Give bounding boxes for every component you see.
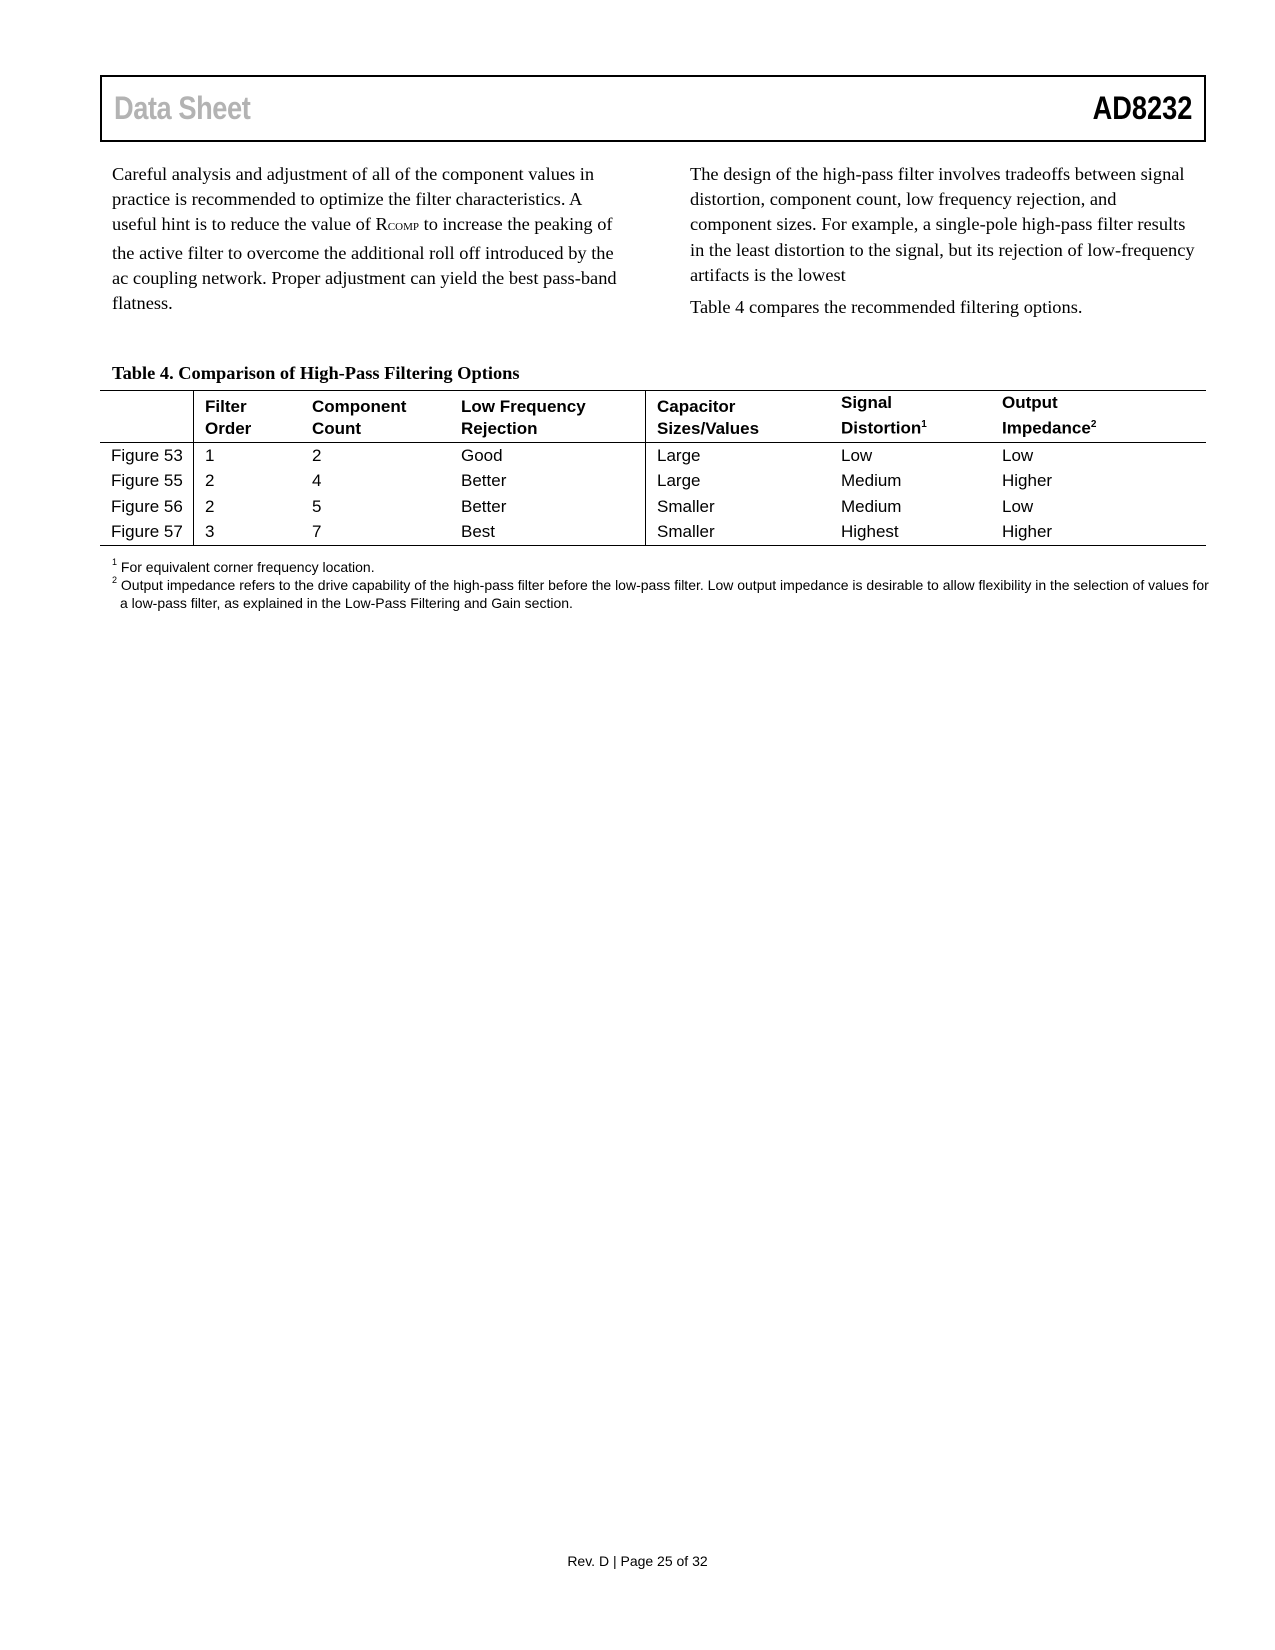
table-row [100, 519, 1206, 545]
table-header-row [100, 391, 1206, 443]
page-header [100, 75, 1206, 142]
table-cell: 3 [194, 519, 302, 545]
table-row [100, 442, 1206, 468]
table-cell: Better [461, 471, 507, 491]
table-cell: Higher [991, 519, 1206, 545]
table-cell: Large [646, 442, 831, 468]
left-text-b: to increase the peaking of the active filter to overcome the additional roll off introduced by the ac coupling network. Proper adjustment can yield the best pass-band flatness. [112, 214, 617, 314]
table-cell: Good [461, 445, 503, 465]
table-cell: 4 [312, 471, 322, 491]
header-capacitor-sizes: Capacitor Sizes/Values [646, 391, 831, 443]
filter-options-table [100, 390, 1206, 546]
header-output-impedance: Output Impedance$^2$ [991, 391, 1206, 443]
table-cell: Low [1002, 496, 1034, 516]
table-cell: Higher [1002, 471, 1053, 491]
table-cell: Low [1002, 445, 1034, 465]
table-cell: Figure 56 [111, 496, 183, 516]
table-cell: 2 [194, 494, 302, 520]
table-cell: Highest [830, 519, 991, 545]
table-cell: Medium [841, 471, 902, 491]
left-column [112, 162, 617, 323]
right-column [690, 162, 1200, 327]
table-cell: 1 [194, 442, 302, 468]
table-cell: Large [646, 468, 831, 494]
table-cell: Smaller [646, 519, 831, 545]
page-footer: Rev. D | Page 25 of 32 [567, 1553, 708, 1569]
table-cell: 2 [194, 468, 302, 494]
footnote-2: $^2$ Output impedance refers to the drive capability of the high-pass filter before the low-pass filter. Low output impedance is desirable to allow flexibility in the selection of values for a low-pass filter, as explained in the Low-Pass Filtering and Gain section. [112, 575, 1209, 611]
table-cell: Figure 57 [100, 519, 194, 545]
header-doc-type: Data Sheet [114, 90, 251, 126]
table-cell: Figure 53 [111, 445, 183, 465]
rcomp-subscript: COMP [387, 221, 419, 234]
table-cell: 5 [312, 496, 322, 516]
header-part-number: AD8232 [1092, 90, 1192, 126]
left-text-a: Careful analysis and adjustment of all of the component values in practice is recommended to optimize the filter characteristics. A useful hint is to reduce the value of R [112, 164, 595, 235]
header-low-frequency-rejection: Low Frequency Rejection [450, 391, 646, 443]
table-row [100, 468, 1206, 494]
right-paragraph-2: Table 4 compares the recommended filtering options. [690, 297, 1083, 318]
left-paragraph [112, 162, 617, 316]
table-cell: Better [461, 496, 507, 516]
table-cell: 7 [301, 519, 450, 545]
table-cell: Figure 55 [111, 471, 183, 491]
right-paragraph-1: The design of the high-pass filter involves tradeoffs between signal distortion, component count, low frequency rejection, and component sizes. For example, a single-pole high-pass filter results in the least distortion to the signal, but its rejection of low-frequency artifacts is the lowest [690, 164, 1195, 285]
table-cell: 2 [312, 445, 322, 465]
table-cell: Smaller [646, 494, 831, 520]
table-cell: Best [450, 519, 646, 545]
header-component-count: Component Count [301, 391, 450, 443]
table-cell: Medium [841, 496, 902, 516]
header-cell-blank [100, 391, 194, 443]
table-cell: Low [841, 445, 873, 465]
header-signal-distortion: Signal Distortion$^1$ [830, 391, 991, 443]
footnote-1: $^1$ For equivalent corner frequency location. [112, 557, 375, 575]
table-title: Table 4. Comparison of High-Pass Filtering Options [112, 363, 520, 383]
table-row [100, 494, 1206, 520]
header-filter-order: Filter Order [194, 391, 302, 443]
